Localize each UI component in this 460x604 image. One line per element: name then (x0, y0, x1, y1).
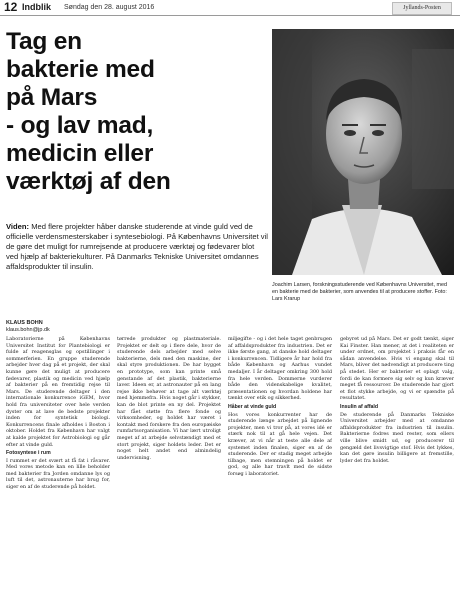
article-paragraph: I rummet er det svært at få fat i råvarer. Med vores metode kan en lille beholder med bakterier fra Jorden omdanne lys og luft til det, astronauterne har brug for, siger en af de studerende på holdet. (6, 457, 110, 491)
article-subheading: Håber at vinde guld (228, 403, 277, 410)
byline-name: KLAUS BOHN (6, 320, 43, 326)
article-column-3 (228, 336, 332, 598)
article-paragraph: Hos vores konkurrenter har de studerende længe arbejdet på lignende projekter, men vi tror på, at vores idé er stærk nok til at gå hele vejen. Det kræver, at vi når at teste alle dele af systemet inden finalen, siger en af de studerende. Der er stadig meget arbejde tilbage, men stemningen på holdet er god, og alle har travlt med de sidste forsøg i laboratoriet. (228, 411, 332, 477)
headline-line: medicin eller (6, 140, 154, 167)
article-paragraph: miljøgifte - og i det hele taget genbrugen af affaldsprodukter fra industrien. Det er ikke første gang, at danske hold deltager i konkurrencen. Tidligere år har hold fra både København og Aarhus vundet medaljer. I år deltager omkring 300 hold fra hele verden. Dommerne vurderer både den videnskabelige kvalitet, præsentationen og hvordan holdene har tænkt over etik og sikkerhed. (228, 336, 332, 402)
newspaper-logo: Jyllands-Posten (392, 2, 452, 15)
page-number: 12 (4, 0, 18, 14)
headline-line: værktøj af den (6, 168, 171, 195)
portrait-photo (272, 29, 454, 275)
article-subheading: Fotosyntese i rum (6, 450, 51, 457)
headline-line: Tag en (6, 28, 82, 55)
publication-date: Søndag den 28. august 2016 (64, 4, 155, 11)
byline (6, 320, 106, 334)
section-label: Indblik (22, 2, 51, 12)
article-paragraph: Laboratorierne på Københavns Universitet Institut for Plantebiologi er fulde af reagensglas og opstillinger i sommerferien. En gruppe studerende arbejder hver dag på et projekt, der skal kunne gøre det muligt at producere fødevarer, plastik og medicin ved hjælp af bakterier på en fremtidig rejse til Mars. De studerende deltager i den internationale konkurrence iGEM, hvor hold fra universiteter over hele verden dyster om at lave de bedste projekter inden for syntetisk biologi. Konkurrencens finale afholdes i Boston i oktober. Holdet fra København har valgt at kalde projektet for Astrobiologi og går efter at vinde guld. (6, 336, 110, 448)
article-paragraph: gebyret ud på Mars. Det er godt tænkt, siger Kai Finster. Han mener, at det i realiteten er under ordnet, om projektet i praksis får en sådan anvendelse. Hvis vi engang skal til Mars, bliver det nødvendigt at producere ting på stedet. Her er bakterier et oplagt valg, fordi de kan formere sig selv og kun kræver meget få ressourcer. De studerende har gjort et flot stykke arbejde, og vi er spændte på resultatet. (340, 336, 454, 402)
portrait-illustration (272, 29, 454, 275)
article-paragraph: tørrede produkter og plastmateriale. Projektet er delt op i flere dele, hvor de studerende dels arbejder med selve bakterierne, dels med den maskine, der skal styre produktionen. De har bygget en prototype, som kan printe små genstande af det plastik, bakterierne laver. Ideen er, at astronauter på en lang rejse ikke behøver at tage alt værktøj med hjemmefra. Hvis noget går i stykker, kan de blot printe en ny del. Projektet har fået støtte fra flere fonde og virksomheder, og holdet har været i kontakt med forskere fra den europæiske rumfartsorganisation. Vi har lært utroligt meget af at arbejde selvstændigt med et stort projekt, siger holdets leder. Det er noget helt andet end almindelig undervisning. (117, 336, 221, 461)
headline (6, 28, 264, 196)
headline-line: på Mars (6, 84, 98, 111)
article-column-1 (6, 336, 110, 598)
lede-text: Med flere projekter håber danske studerende at vinde guld ved de officielle verdensmesterskaber i syntesebiologi. På Københavns Universitet vil de gøre det muligt for rumrejsende at producere værktøj og fødevarer blot ved hjælp af bakteriekulturer. På Danmarks Tekniske Universitet omdannes affaldsprodukter til insulin. (6, 222, 268, 271)
byline-role: klaus.bohn@jp.dk (6, 327, 50, 333)
article-lede (6, 222, 268, 272)
lede-label: Viden: (6, 222, 30, 231)
page-header (0, 0, 460, 16)
article-column-4 (340, 336, 454, 598)
article-subheading: Insulin af affald (340, 403, 379, 410)
headline-line: bakterie med (6, 56, 155, 83)
headline-line: - og lav mad, (6, 112, 154, 139)
article-paragraph: De studerende på Danmarks Tekniske Universitet arbejder med at omdanne affaldsprodukter fra industrien til insulin. Bakterierne fodres med rester, som ellers ville blive smidt ud, og producerer til gengæld det livsvigtige stof. Hvis det lykkes, kan det gøre insulin billigere at fremstille, lyder det fra holdet. (340, 411, 454, 464)
article-column-2 (117, 336, 221, 598)
photo-caption: Joachim Larsen, forskningsstuderende ved Københavns Universitet, med en bakterie med de bakterier, som anvendes til at producere stoffer. Foto: Lars Krarup (272, 282, 447, 302)
